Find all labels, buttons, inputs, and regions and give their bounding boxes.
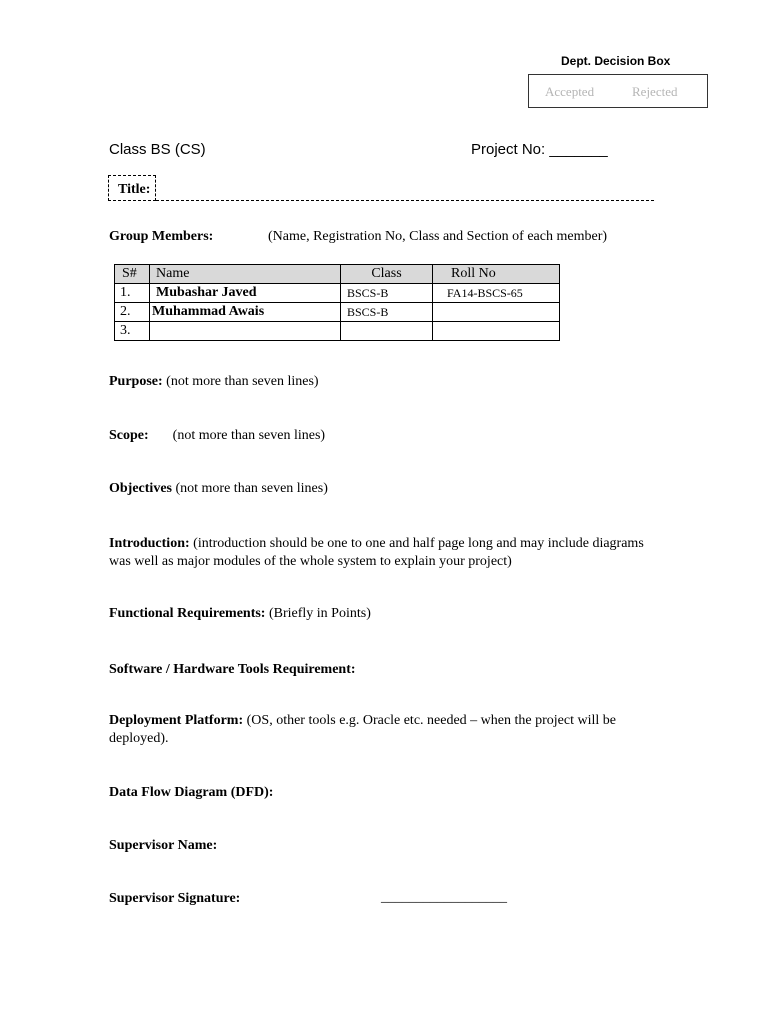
dfd-section — [109, 784, 273, 802]
supervisor-name-section — [109, 837, 217, 855]
purpose-section — [109, 373, 319, 391]
title-label: Title: — [118, 182, 151, 197]
group-members-label: Group Members: — [109, 229, 214, 244]
supervisor-signature-label: Supervisor Signature: — [109, 891, 241, 906]
supervisor-name-label: Supervisor Name: — [109, 838, 218, 853]
deployment-label: Deployment Platform: — [109, 713, 244, 728]
functional-requirements-section — [109, 605, 371, 623]
table-row — [115, 322, 560, 341]
column-header-class: Class — [341, 265, 433, 284]
introduction-label: Introduction: — [109, 536, 190, 551]
tools-label: Software / Hardware Tools Requirement: — [109, 662, 356, 677]
cell-name[interactable]: Mubashar Javed — [150, 284, 341, 303]
purpose-note: (not more than seven lines) — [162, 374, 319, 389]
cell-sn: 2. — [115, 303, 150, 322]
cell-class[interactable]: BSCS-B — [341, 284, 433, 303]
cell-sn: 1. — [115, 284, 150, 303]
group-members-note: (Name, Registration No, Class and Section of each member) — [268, 229, 608, 244]
objectives-section — [109, 480, 328, 498]
cell-sn: 3. — [115, 322, 150, 341]
deployment-note: (OS, other tools e.g. Oracle etc. needed – when the project will be deployed). — [109, 713, 616, 746]
objectives-note: (not more than seven lines) — [171, 481, 328, 496]
cell-roll[interactable] — [433, 303, 560, 322]
scope-note: (not more than seven lines) — [172, 428, 326, 443]
cell-name[interactable] — [150, 322, 341, 341]
cell-class[interactable]: BSCS-B — [341, 303, 433, 322]
cell-roll[interactable] — [433, 322, 560, 341]
accepted-option[interactable]: Accepted — [545, 84, 595, 99]
class-label: Class BS (CS) — [109, 141, 206, 158]
decision-box-title: Dept. Decision Box — [561, 54, 671, 68]
signature-line[interactable]: __________________ — [381, 890, 507, 905]
column-header-name: Name — [150, 265, 341, 284]
tools-section — [109, 661, 356, 679]
rejected-option[interactable]: Rejected — [632, 84, 678, 99]
cell-name[interactable]: Muhammad Awais — [150, 303, 341, 322]
column-header-roll: Roll No — [433, 265, 560, 284]
table-header-row — [115, 265, 560, 284]
project-number-field[interactable]: Project No: _______ — [471, 141, 608, 158]
introduction-note: (introduction should be one to one and half page long and may include diagrams was well as major modules of the whole system to explain your project) — [109, 536, 644, 569]
group-members-table — [114, 264, 560, 341]
cell-roll[interactable]: FA14-BSCS-65 — [433, 284, 560, 303]
deployment-section — [109, 712, 669, 748]
introduction-section — [109, 535, 669, 571]
functional-requirements-note: (Briefly in Points) — [265, 606, 371, 621]
functional-requirements-label: Functional Requirements: — [109, 606, 266, 621]
table-row — [115, 303, 560, 322]
scope-section — [109, 427, 325, 445]
purpose-label: Purpose: — [109, 374, 163, 389]
supervisor-signature-section — [109, 890, 240, 908]
cell-class[interactable] — [341, 322, 433, 341]
scope-label: Scope: — [109, 428, 149, 443]
title-input-line[interactable] — [156, 200, 654, 201]
table-row — [115, 284, 560, 303]
column-header-sn: S# — [115, 265, 150, 284]
dfd-label: Data Flow Diagram (DFD): — [109, 785, 274, 800]
objectives-label: Objectives — [109, 481, 172, 496]
